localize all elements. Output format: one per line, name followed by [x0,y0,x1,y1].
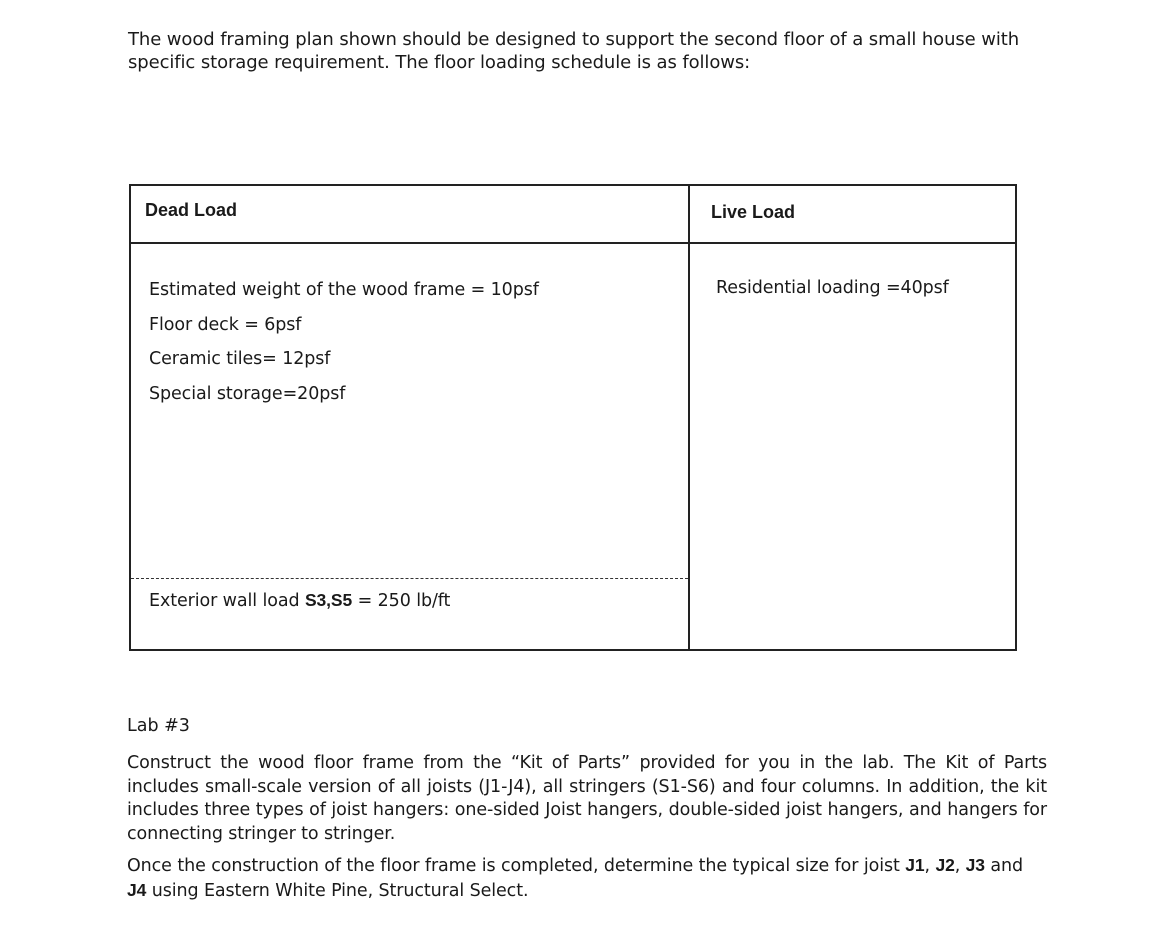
joist-j1-label: J1 [905,855,925,875]
live-load-item: Residential loading =40psf [716,278,949,298]
joist-j3-label: J3 [965,855,985,875]
exterior-wall-load [149,590,450,611]
live-load-header: Live Load [711,202,796,222]
separator: , [924,856,936,876]
joist-j4-label: J4 [127,879,147,900]
dead-load-item: Ceramic tiles= 12psf [149,349,331,369]
task-suffix: using Eastern White Pine, Structural Select. [146,880,529,901]
lab-instructions-paragraph: Construct the wood floor frame from the “Kit of Parts” provided for you in the lab. The Kit of Parts includes small-scale version of all joists (J1-J4), all stringers (S1-S6) and four columns. In addition, the kit includes three types of joist hangers: one-sided Joist hangers, double-sided joist hangers, and hangers for connecting stringer to stringer. [127,753,1047,844]
lab-task-paragraph [127,854,1047,903]
header-row-divider [131,242,1015,244]
task-mid: and [984,856,1023,876]
dead-load-item: Estimated weight of the wood frame = 10psf [149,280,539,300]
dead-load-item: Special storage=20psf [149,383,346,404]
exterior-wall-prefix: Exterior wall load [149,591,305,611]
dashed-row-divider [131,578,688,579]
dead-load-list [149,278,539,416]
exterior-wall-suffix: = 250 lb/ft [352,591,451,611]
lab-title: Lab #3 [127,716,190,736]
exterior-wall-stringers: S3,S5 [304,590,353,610]
dead-load-header: Dead Load [145,200,238,220]
task-prefix: Once the construction of the floor frame is completed, determine the typical size for joist [127,856,906,876]
dead-load-item: Floor deck = 6psf [149,314,302,335]
column-divider [688,186,690,649]
joist-j2-label: J2 [935,855,955,875]
separator: , [954,856,966,876]
floor-loading-schedule-table [129,184,1017,651]
intro-paragraph: The wood framing plan shown should be designed to support the second floor of a small house with specific storage requirement. The floor loading schedule is as follows: [128,29,1020,73]
